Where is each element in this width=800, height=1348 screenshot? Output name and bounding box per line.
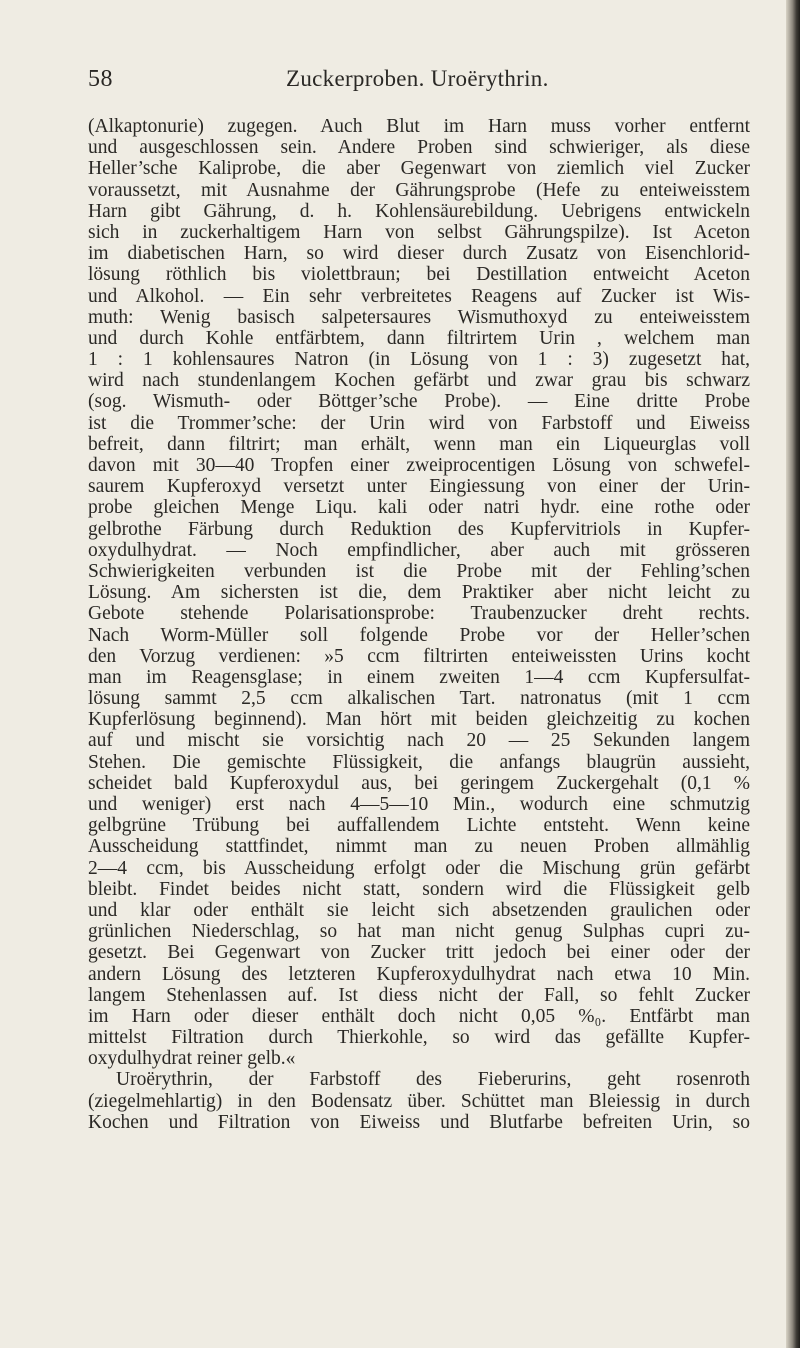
text-line: und weniger) erst nach 4—5—10 Min., wodurch eine schmutzig bbox=[88, 794, 750, 815]
text-line: und durch Kohle entfärbtem, dann filtrirtem Urin , welchem man bbox=[88, 327, 750, 349]
running-title: Zuckerproben. Uroërythrin. bbox=[286, 66, 549, 91]
text-line: voraussetzt, mit Ausnahme der Gährungsprobe (Hefe zu enteiweisstem bbox=[88, 179, 750, 201]
text-line: befreit, dann filtrirt; man erhält, wenn man ein Liqueurglas voll bbox=[88, 433, 750, 455]
text-line: scheidet bald Kupferoxydul aus, bei geringem Zuckergehalt (0,1 % bbox=[88, 772, 750, 794]
text-line: und Alkohol. — Ein sehr verbreitetes Reagens auf Zucker ist Wis- bbox=[88, 285, 750, 307]
text-line: saurem Kupferoxyd versetzt unter Eingiessung von einer der Urin- bbox=[88, 476, 750, 498]
text-line: Kochen und Filtration von Eiweiss und Blutfarbe befreiten Urin, so bbox=[88, 1111, 750, 1133]
text-line: Stehen. Die gemischte Flüssigkeit, die anfangs blaugrün aussieht, bbox=[88, 751, 750, 773]
text-line: Ausscheidung stattfindet, nimmt man zu neuen Proben allmählig bbox=[88, 836, 750, 858]
text-line: (Alkaptonurie) zugegen. Auch Blut im Harn muss vorher entfernt bbox=[88, 116, 750, 137]
text-line: mittelst Filtration durch Thierkohle, so wird das gefällte Kupfer- bbox=[88, 1027, 750, 1049]
text-line: im diabetischen Harn, so wird dieser durch Zusatz von Eisenchlorid- bbox=[88, 243, 750, 265]
text-line: muth: Wenig basisch salpetersaures Wismuthoxyd zu enteiweisstem bbox=[88, 306, 750, 328]
text-line: und ausgeschlossen sein. Andere Proben sind schwieriger, als diese bbox=[88, 137, 750, 159]
text-line: andern Lösung des letzteren Kupferoxydulhydrat nach etwa 10 Min. bbox=[88, 963, 750, 985]
text-line: lösung sammt 2,5 ccm alkalischen Tart. natronatus (mit 1 ccm bbox=[88, 688, 750, 710]
text-line: 1 : 1 kohlensaures Natron (in Lösung von 1 : 3) zugesetzt hat, bbox=[88, 349, 750, 371]
text-line: man im Reagensglase; in einem zweiten 1—4 ccm Kupfersulfat- bbox=[88, 666, 750, 688]
text-line: grünlichen Niederschlag, so hat man nicht genug Sulphas cupri zu- bbox=[88, 921, 750, 943]
text-line: Heller’sche Kaliprobe, die aber Gegenwart von ziemlich viel Zucker bbox=[88, 158, 750, 180]
text-line: oxydulhydrat. — Noch empfindlicher, aber auch mit grösseren bbox=[88, 539, 750, 561]
text-line: Uroërythrin, der Farbstoff des Fieberurins, geht rosenroth bbox=[116, 1069, 750, 1091]
text-line: bleibt. Findet beides nicht statt, sondern wird die Flüssigkeit gelb bbox=[88, 878, 750, 900]
text-line: 2—4 ccm, bis Ausscheidung erfolgt oder die Mischung grün gefärbt bbox=[88, 857, 750, 879]
text-line: gesetzt. Bei Gegenwart von Zucker tritt jedoch bei einer oder der bbox=[88, 942, 750, 964]
text-line: langem Stehenlassen auf. Ist diess nicht der Fall, so fehlt Zucker bbox=[88, 984, 750, 1006]
book-page-edge bbox=[786, 0, 800, 1348]
text-line: auf und mischt sie vorsichtig nach 20 — 25 Sekunden langem bbox=[88, 730, 750, 752]
text-line: davon mit 30—40 Tropfen einer zweiprocentigen Lösung von schwefel- bbox=[88, 455, 750, 476]
text-line: Nach Worm-Müller soll folgende Probe vor der Heller’schen bbox=[88, 624, 750, 646]
text-line: (ziegelmehlartig) in den Bodensatz über. Schüttet man Bleiessig in durch bbox=[88, 1090, 750, 1112]
text-line: Schwierigkeiten verbunden ist die Probe mit der Fehling’schen bbox=[88, 560, 750, 582]
page-number: 58 bbox=[88, 66, 113, 92]
text-line: wird nach stundenlangem Kochen gefärbt und zwar grau bis schwarz bbox=[88, 370, 750, 392]
text-line: Harn gibt Gährung, d. h. Kohlensäurebildung. Uebrigens entwickeln bbox=[88, 200, 750, 222]
text-line: Lösung. Am sichersten ist die, dem Praktiker aber nicht leicht zu bbox=[88, 582, 750, 604]
page-header bbox=[88, 62, 750, 102]
text-line: gelbgrüne Trübung bei auffallendem Lichte entsteht. Wenn keine bbox=[88, 815, 750, 837]
text-line: gelbrothe Färbung durch Reduktion des Kupfervitriols in Kupfer- bbox=[88, 518, 750, 540]
text-line: Gebote stehende Polarisationsprobe: Traubenzucker dreht rechts. bbox=[88, 603, 750, 625]
text-line: (sog. Wismuth- oder Böttger’sche Probe). — Eine dritte Probe bbox=[88, 391, 750, 413]
text-line: und klar oder enthält sie leicht sich absetzenden graulichen oder bbox=[88, 899, 750, 921]
text-line: im Harn oder dieser enthält doch nicht 0,05 %₀. Entfärbt man bbox=[88, 1005, 750, 1027]
text-line: sich in zuckerhaltigem Harn von selbst Gährungspilze). Ist Aceton bbox=[88, 221, 750, 243]
text-line: Kupferlösung beginnend). Man hört mit beiden gleichzeitig zu kochen bbox=[88, 709, 750, 731]
body-text bbox=[88, 116, 750, 1133]
text-line: oxydulhydrat reiner gelb.« bbox=[88, 1048, 296, 1070]
text-line: ist die Trommer’sche: der Urin wird von Farbstoff und Eiweiss bbox=[88, 412, 750, 434]
text-line: lösung röthlich bis violettbraun; bei Destillation entweicht Aceton bbox=[88, 264, 750, 286]
text-line: den Vorzug verdienen: »5 ccm filtrirten enteiweissten Urins kocht bbox=[88, 645, 750, 667]
text-line: probe gleichen Menge Liqu. kali oder natri hydr. eine rothe oder bbox=[88, 497, 750, 519]
